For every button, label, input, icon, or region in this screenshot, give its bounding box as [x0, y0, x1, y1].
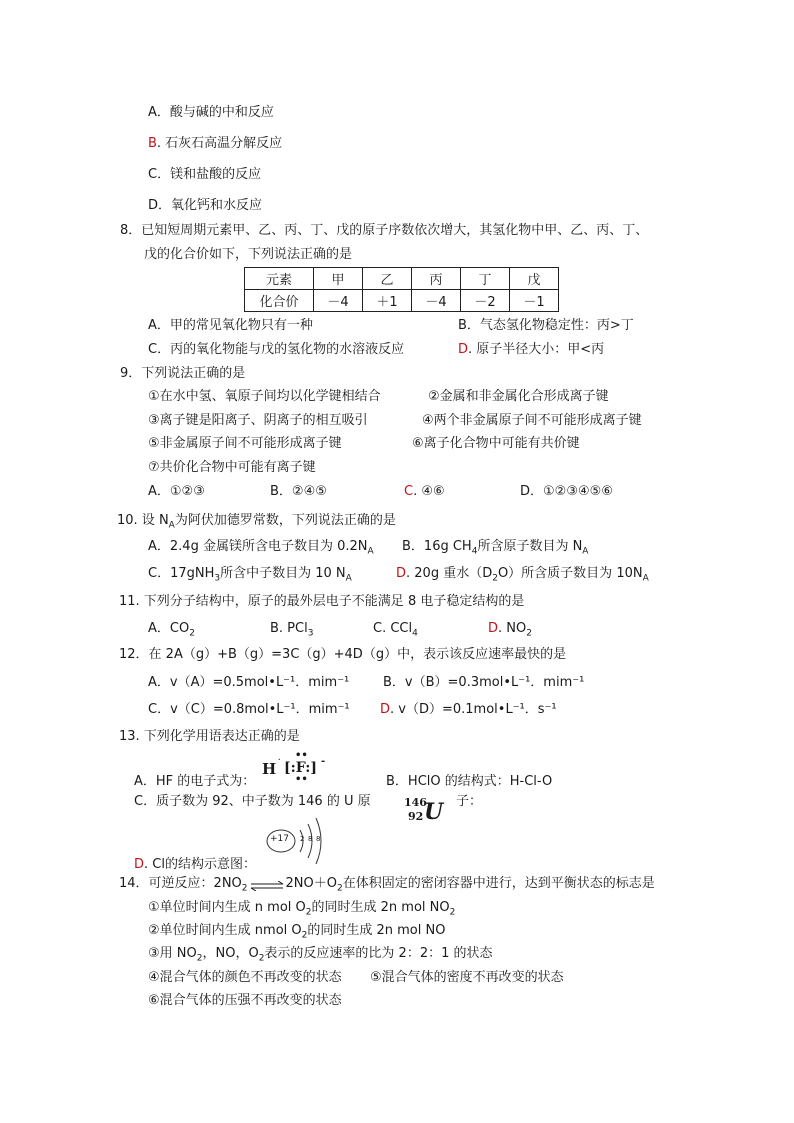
q10-option-a: [148, 538, 374, 556]
uranium-symbol: U: [424, 799, 444, 825]
q11-option-c-text: C. CCl: [373, 621, 413, 636]
valence-table: [244, 267, 559, 312]
q8-stem-line2: 戊的化合价如下，下列说法正确的是: [144, 247, 353, 262]
q11-option-c: [373, 620, 418, 638]
q9-statement-1: ①在水中氢、氧原子间均以化学键相结合: [148, 389, 381, 404]
q14-s3-text: ③用 NO: [148, 946, 197, 961]
q14-stem: [119, 875, 655, 893]
table-header-cell: 元素: [245, 268, 314, 290]
table-cell: －4: [314, 290, 363, 312]
q14-s3-post: 表示的反应速率的比为 2：2：1 的状态: [264, 946, 493, 961]
q14-s2-text: ②单位时间内生成 nmol O: [148, 923, 302, 938]
answer-letter: C: [404, 484, 414, 499]
subscript: 2: [196, 953, 203, 964]
q13-option-d-text: . Cl的结构示意图：: [144, 857, 256, 872]
uranium-nuclide-symbol: [404, 796, 444, 828]
subscript: A: [642, 573, 649, 584]
q10-option-c-mid: 所含中子数目为 10 N: [220, 566, 346, 581]
hf-charge: -: [321, 756, 326, 767]
q10-option-c: [148, 565, 352, 583]
q14-stem-pre: 14．可逆反应：2NO: [119, 876, 242, 891]
q13-option-c: C．质子数为 92、中子数为 146 的 U 原: [134, 794, 371, 809]
answer-letter: D: [380, 702, 391, 717]
subscript: A: [345, 573, 352, 584]
q11-option-b-text: B. PCl: [270, 621, 308, 636]
q8-option-d-text: . 原子半径大小：甲<丙: [468, 342, 605, 357]
answer-letter: B: [148, 136, 157, 151]
q14-statement-3: [148, 945, 493, 963]
subscript: 2: [241, 883, 248, 894]
cl-shell-1: 2: [300, 835, 305, 843]
subscript: A: [582, 546, 589, 557]
answer-letter: D: [458, 342, 469, 357]
atomic-number: 92: [408, 810, 424, 823]
q7-option-b-text: . 石灰石高温分解反应: [156, 136, 283, 151]
q13-option-b: B．HClO 的结构式：H-Cl-O: [386, 774, 553, 789]
q11-option-a-text: A．CO: [148, 621, 190, 636]
table-header-row: [245, 268, 559, 290]
q14-s2-post: 的同时生成 2n mol NO: [307, 923, 446, 938]
q9-stem: 9．下列说法正确的是: [120, 366, 246, 381]
q8-option-a: A．甲的常见氧化物只有一种: [148, 318, 313, 333]
q9-option-c-text: . ④⑥: [413, 484, 445, 499]
subscript: 2: [189, 628, 195, 639]
table-cell: ＋1: [363, 290, 412, 312]
subscript: 2: [258, 953, 265, 964]
subscript: 2: [301, 930, 308, 941]
q13-option-d: [134, 856, 256, 874]
q9-option-a: A．①②③: [148, 484, 205, 499]
hf-h-symbol: H: [262, 760, 277, 778]
subscript: 2: [336, 883, 343, 894]
q10-option-b-text: B．16g CH: [402, 539, 472, 554]
q10-stem-pre: 10. 设 N: [117, 513, 169, 528]
q12-option-c: C．v（C）=0.8mol•L⁻¹．mim⁻¹: [148, 702, 350, 717]
q9-statement-5: ⑤非金属原子间不可能形成离子键: [148, 436, 342, 451]
q7-option-b: [148, 135, 282, 153]
q12-option-b: B．v（B）=0.3mol•L⁻¹．mim⁻¹: [383, 675, 585, 690]
hf-dots-bottom: ••: [295, 774, 308, 785]
hf-minus-sign: ˙: [277, 759, 282, 769]
table-header-cell: 乙: [363, 268, 412, 290]
q11-option-d-text: . NO: [498, 621, 527, 636]
q10-option-b: [402, 538, 588, 556]
subscript: 2: [526, 628, 532, 639]
q14-statement-5: ⑤混合气体的密度不再改变的状态: [370, 970, 564, 985]
equilibrium-arrow-icon: [250, 879, 284, 889]
q14-statement-2: [148, 922, 445, 940]
subscript: 2: [449, 907, 456, 918]
q8-option-c: C．丙的氧化物能与戊的氢化物的水溶液反应: [148, 342, 405, 357]
q9-option-c: [404, 483, 445, 501]
hf-electron-formula: [262, 752, 326, 786]
q14-stem-post: 在体积固定的密闭容器中进行，达到平衡状态的标志是: [342, 876, 655, 891]
q10-option-c-text: C．17gNH: [148, 566, 215, 581]
q12-option-d: [380, 701, 557, 719]
table-cell: －4: [412, 290, 461, 312]
table-header-cell: 丁: [461, 268, 510, 290]
cl-shell-2: 8: [308, 835, 313, 843]
q8-option-d: [458, 341, 604, 359]
q14-statement-4: ④混合气体的颜色不再改变的状态: [148, 970, 342, 985]
cl-shell-3: 8: [316, 835, 321, 843]
subscript: 2: [492, 573, 498, 584]
subscript: 3: [214, 573, 221, 584]
table-header-cell: 丙: [412, 268, 461, 290]
q9-statement-7: ⑦共价化合物中可能有离子键: [148, 460, 316, 475]
q10-option-b-mid: 所含原子数目为 N: [477, 539, 583, 554]
q9-option-d: D．①②③④⑤⑥: [520, 484, 613, 499]
q10-option-d-text: . 20g 重水（D: [406, 566, 493, 581]
subscript: 3: [307, 628, 314, 639]
q7-option-d: D．氧化钙和水反应: [148, 198, 263, 213]
q13-option-a: A．HF 的电子式为：: [134, 774, 256, 789]
answer-letter: D: [134, 857, 145, 872]
hf-f-bracket: [:F:]: [284, 760, 318, 776]
q10-option-d-mid: O）所含质子数目为 10N: [497, 566, 643, 581]
table-cell: 化合价: [245, 290, 314, 312]
q14-s1-text: ①单位时间内生成 n mol O: [148, 900, 306, 915]
table-cell: －1: [510, 290, 559, 312]
q11-option-a: [148, 620, 195, 638]
q12-option-d-text: . v（D）=0.1mol•L⁻¹．s⁻¹: [390, 702, 557, 717]
q12-stem: 12．在 2A（g）+B（g）=3C（g）+4D（g）中，表示该反应速率最快的是: [119, 647, 567, 662]
q9-statement-2: ②金属和非金属化合形成离子键: [428, 389, 609, 404]
q10-stem: [117, 512, 396, 530]
subscript: A: [367, 546, 374, 557]
hf-dots-top: ••: [295, 750, 308, 761]
q14-s3-mid: ，NO，O: [202, 946, 259, 961]
subscript: 4: [412, 628, 418, 639]
q11-stem: 11. 下列分子结构中，原子的最外层电子不能满足 8 电子稳定结构的是: [119, 594, 525, 609]
q14-stem-mid: 2NO＋O: [285, 876, 337, 891]
q10-option-d: [396, 565, 649, 583]
q14-s1-mid: 的同时生成 2n mol NO: [311, 900, 450, 915]
cl-nucleus-charge: +17: [270, 834, 289, 844]
answer-letter: D: [396, 566, 407, 581]
mass-number: 146: [404, 796, 427, 809]
q11-option-b: [270, 620, 313, 638]
q11-option-d: [488, 620, 532, 638]
table-header-cell: 甲: [314, 268, 363, 290]
q13-option-c-tail: 子：: [456, 794, 483, 809]
q8-stem-line1: 8．已知短周期元素甲、乙、丙、丁、戊的原子序数依次增大，其氢化物中甲、乙、丙、丁、: [120, 223, 649, 238]
q8-option-b: B．气态氢化物稳定性：丙>丁: [458, 318, 634, 333]
q9-statement-4: ④两个非金属原子间不可能形成离子键: [422, 413, 642, 428]
table-cell: －2: [461, 290, 510, 312]
cl-structure-diagram: [264, 810, 330, 868]
table-row: [245, 290, 559, 312]
q9-statement-3: ③离子键是阳离子、阴离子的相互吸引: [148, 413, 368, 428]
q14-statement-1: [148, 899, 455, 917]
q10-option-a-text: A．2.4g 金属镁所含电子数目为 0.2N: [148, 539, 368, 554]
q12-option-a: A．v（A）=0.5mol•L⁻¹．mim⁻¹: [148, 675, 350, 690]
q9-option-b: B．②④⑤: [270, 484, 327, 499]
table-header-cell: 戊: [510, 268, 559, 290]
q7-option-c: C．镁和盐酸的反应: [148, 167, 262, 182]
subscript: 4: [471, 546, 478, 557]
q14-statement-6: ⑥混合气体的压强不再改变的状态: [148, 993, 342, 1008]
q13-stem: 13. 下列化学用语表达正确的是: [119, 729, 300, 744]
answer-letter: D: [488, 621, 499, 636]
subscript: 2: [305, 907, 312, 918]
subscript: A: [168, 520, 175, 531]
q7-option-a: A．酸与碱的中和反应: [148, 105, 274, 120]
q9-statement-6: ⑥离子化合物中可能有共价键: [412, 436, 580, 451]
q10-stem-post: 为阿伏加德罗常数，下列说法正确的是: [174, 513, 396, 528]
